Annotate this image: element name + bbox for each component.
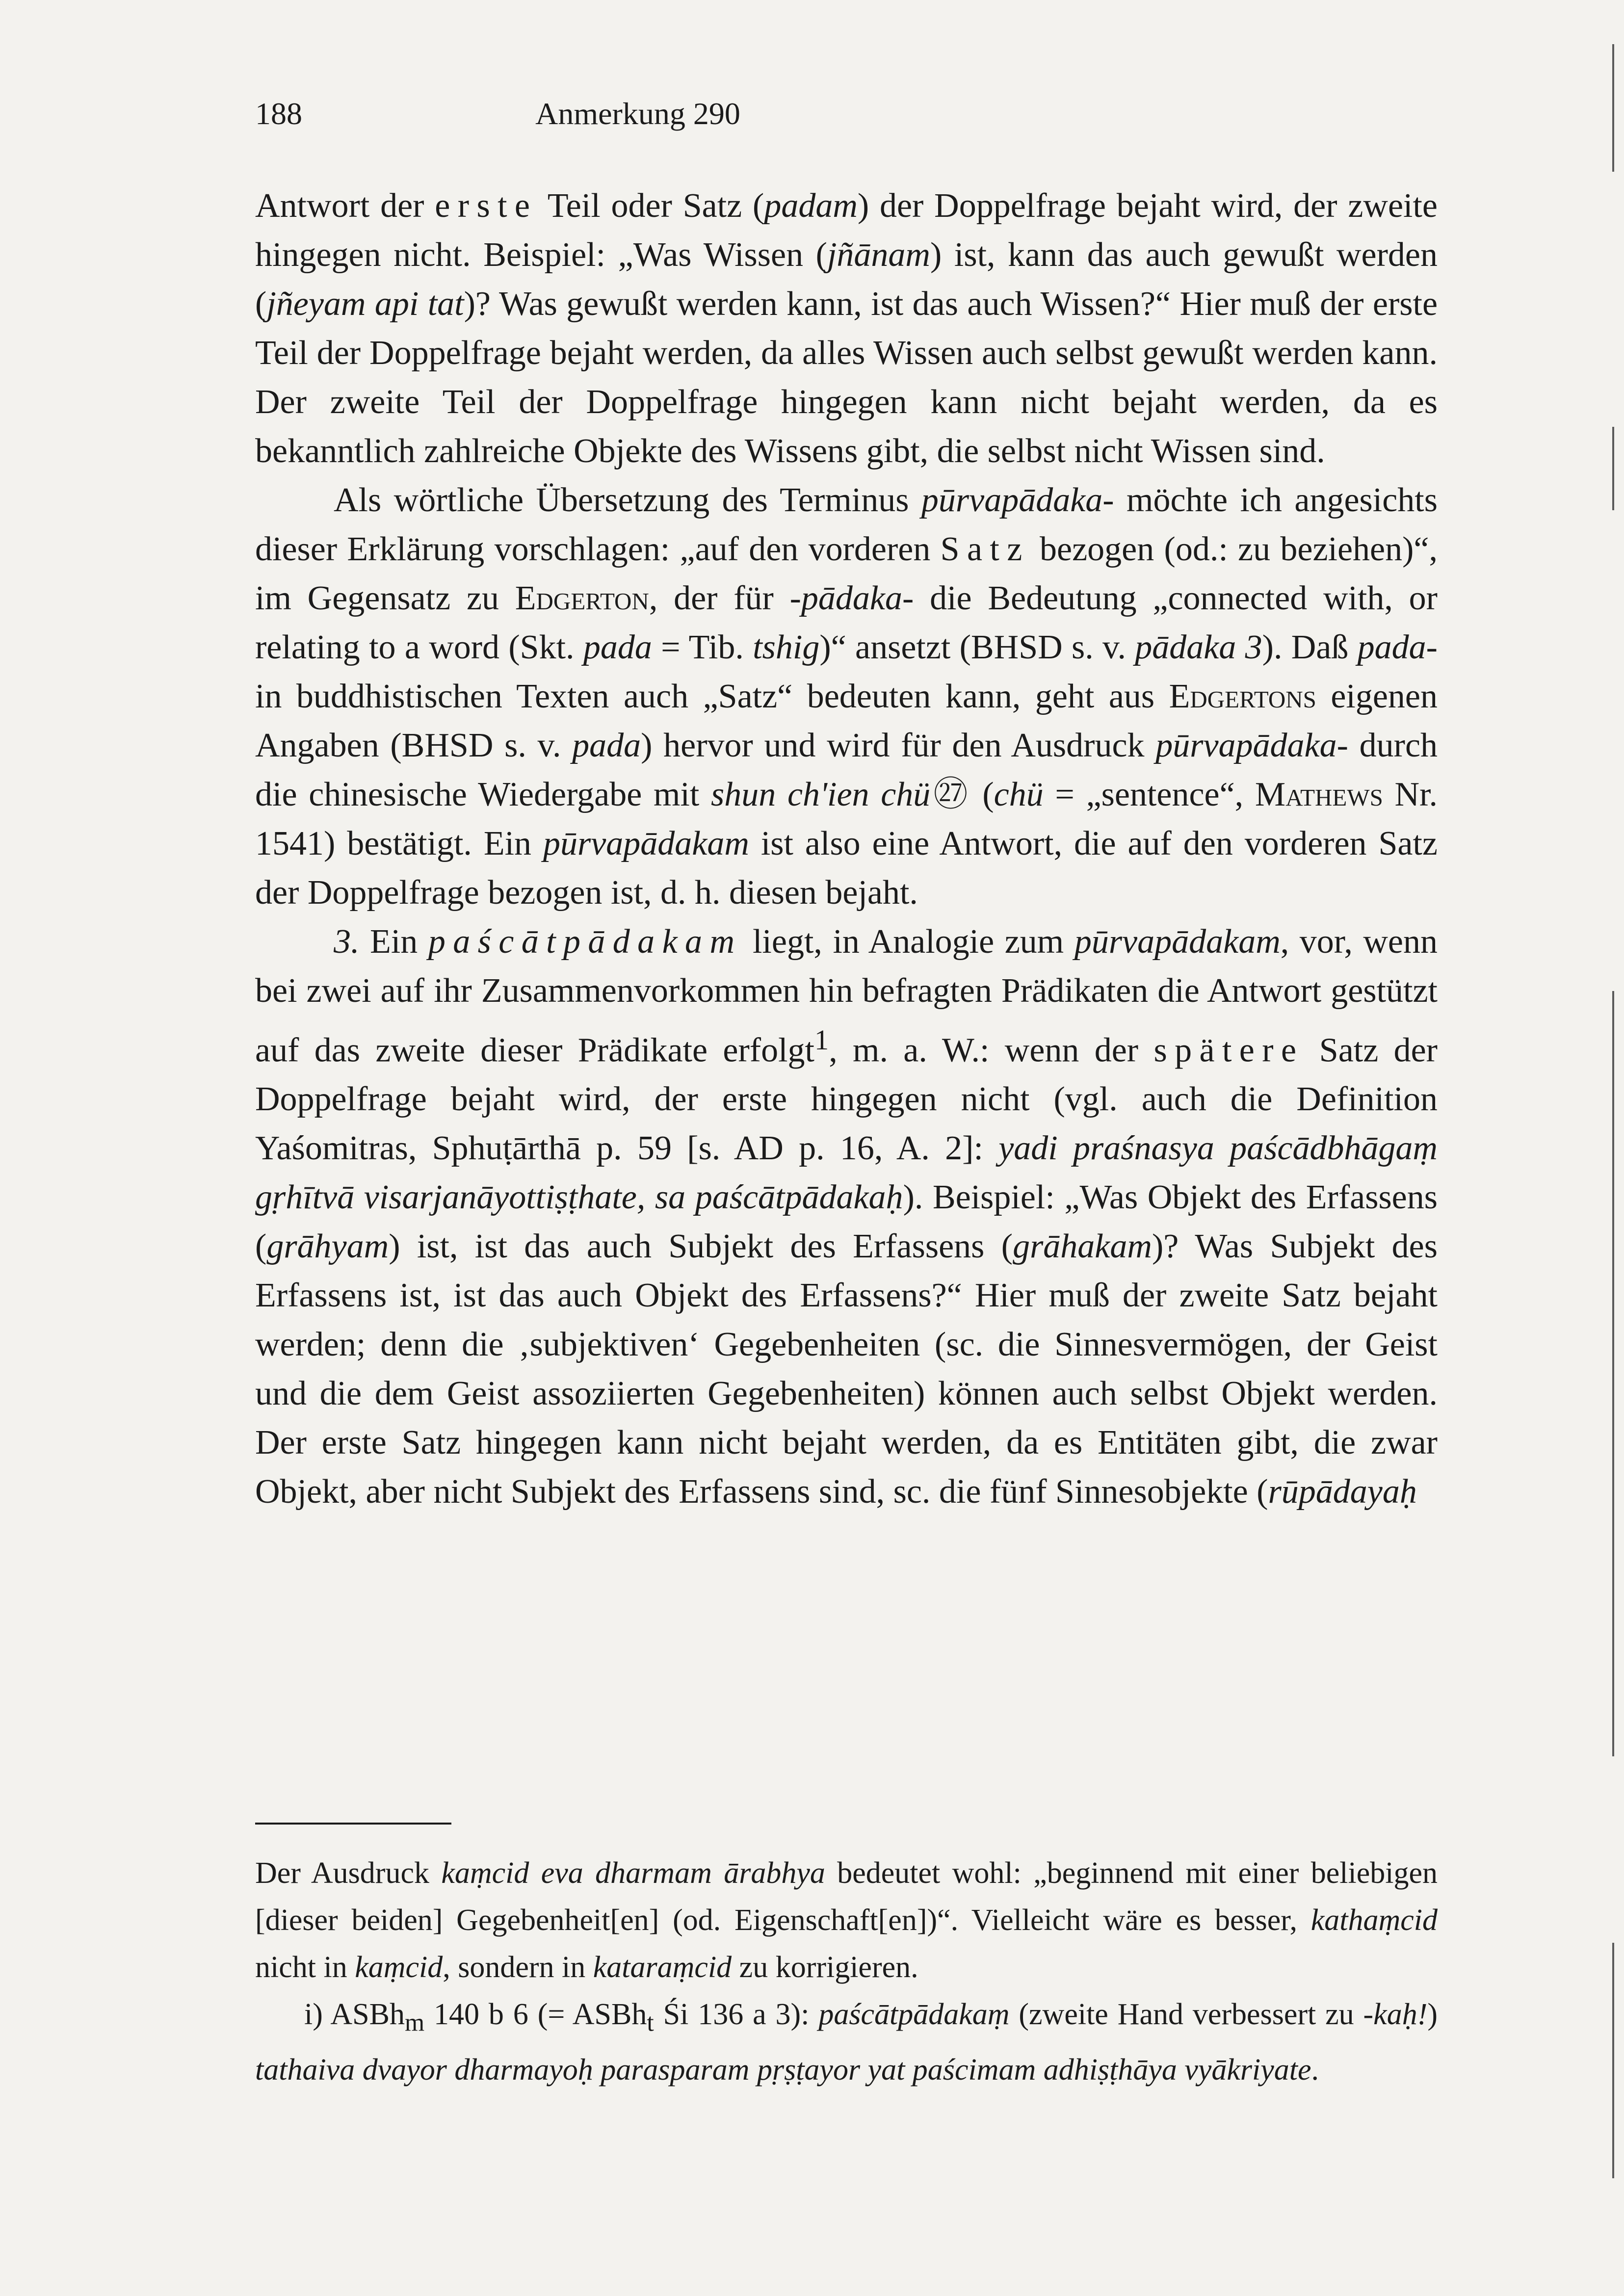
main-text: [255, 182, 1438, 1516]
paragraph-3: 3. Ein paścātpādakam liegt, in Analogie zum pūrvapādakam, vor, wenn bei zwei auf ihr Zusammenvorkommen hin befragten Prädikaten die Antwort gestützt auf das zweite dieser Prädikate erfolgt$^1$, m. a. W.: wenn der spätere Satz der Doppelfrage bejaht wird, der erste hingegen nicht (vgl. auch die Definition Yaśomitras, Sphuṭārthā p. 59 [s. AD p. 16, A. 2]: yadi praśnasya paścādbhāgaṃ gṛhītvā visarjanāyottiṣṭhate, sa paścātpādakaḥ). Beispiel: „Was Objekt des Erfassens (grāhyam) ist, ist das auch Subjekt des Erfassens (grāhakam)? Was Subjekt des Erfassens ist, ist das auch Objekt des Erfassens?“ Hier muß der zweite Satz bejaht werden; denn die ‚subjektiven‘ Gegebenheiten (sc. die Sinnesvermögen, der Geist und die dem Geist assoziierten Gegebenheiten) können auch selbst Objekt werden. Der erste Satz hingegen kann nicht bejaht werden, da es Entitäten gibt, die zwar Objekt, aber nicht Subjekt des Erfassens sind, sc. die fünf Sinnesobjekte (rūpādayaḥ: [255, 923, 1438, 1511]
running-title: Anmerkung 290: [535, 96, 740, 131]
paragraph-1: Antwort der erste Teil oder Satz (padam) der Doppelfrage bejaht wird, der zweite hingegen nicht. Beispiel: „Was Wissen (jñānam) ist, kann das auch gewußt werden (jñeyam api tat)? Was gewußt werden kann, ist das auch Wissen?“ Hier muß der erste Teil der Doppelfrage bejaht werden, da alles Wissen auch selbst gewußt werden kann. Der zweite Teil der Doppelfrage hingegen kann nicht bejaht werden, da es bekanntlich zahlreiche Objekte des Wissens gibt, die selbst nicht Wissen sind.: [255, 187, 1438, 470]
footnote-1: i) ASBh$_m$ 140 b 6 (= ASBh$_t$ Śi 136 a 3): paścātpādakaṃ (zweite Hand verbessert zu -kaḥ!) tathaiva dvayor dharmayoḥ parasparam pṛṣṭayor yat paścimam adhiṣṭhāya vyākriyate.: [255, 1998, 1438, 2087]
scan-edge-line: [1612, 44, 1614, 172]
footnotes: [255, 1850, 1438, 2093]
page-number: 188: [255, 96, 302, 131]
footnote-continued: Der Ausdruck kaṃcid eva dharmam ārabhya bedeutet wohl: „beginnend mit einer beliebigen [dieser beiden] Gegebenheit[en] (od. Eigenschaft[en])“. Vielleicht wäre es besser, kathaṃcid nicht in kaṃcid, sondern in kataraṃcid zu korrigieren.: [255, 1856, 1438, 1984]
running-header: [255, 86, 1021, 140]
scan-edge-line: [1612, 1943, 1614, 2178]
scan-edge-line: [1612, 991, 1614, 1756]
footnote-separator: [255, 1823, 451, 1825]
paragraph-2: Als wörtliche Übersetzung des Terminus pūrvapādaka- möchte ich angesichts dieser Erklärung vorschlagen: „auf den vorderen Satz bezogen (od.: zu beziehen)“, im Gegensatz zu Edgerton, der für -pādaka- die Bedeutung „connected with, or relating to a word (Skt. pada = Tib. tshig)“ ansetzt (BHSD s. v. pādaka 3). Daß pada- in buddhistischen Texten auch „Satz“ bedeuten kann, geht aus Edgertons eigenen Angaben (BHSD s. v. pada) hervor und wird für den Ausdruck pūrvapādaka- durch die chinesische Wiedergabe mit shun ch'ien chü㉗ (chü = „sentence“, Mathews Nr. 1541) bestätigt. Ein pūrvapādakam ist also eine Antwort, die auf den vorderen Satz der Doppelfrage bezogen ist, d. h. diesen bejaht.: [255, 481, 1438, 912]
footnote-marker: 1: [814, 1024, 829, 1056]
chinese-character-reference: ㉗: [930, 776, 971, 813]
scan-edge-line: [1612, 427, 1614, 510]
